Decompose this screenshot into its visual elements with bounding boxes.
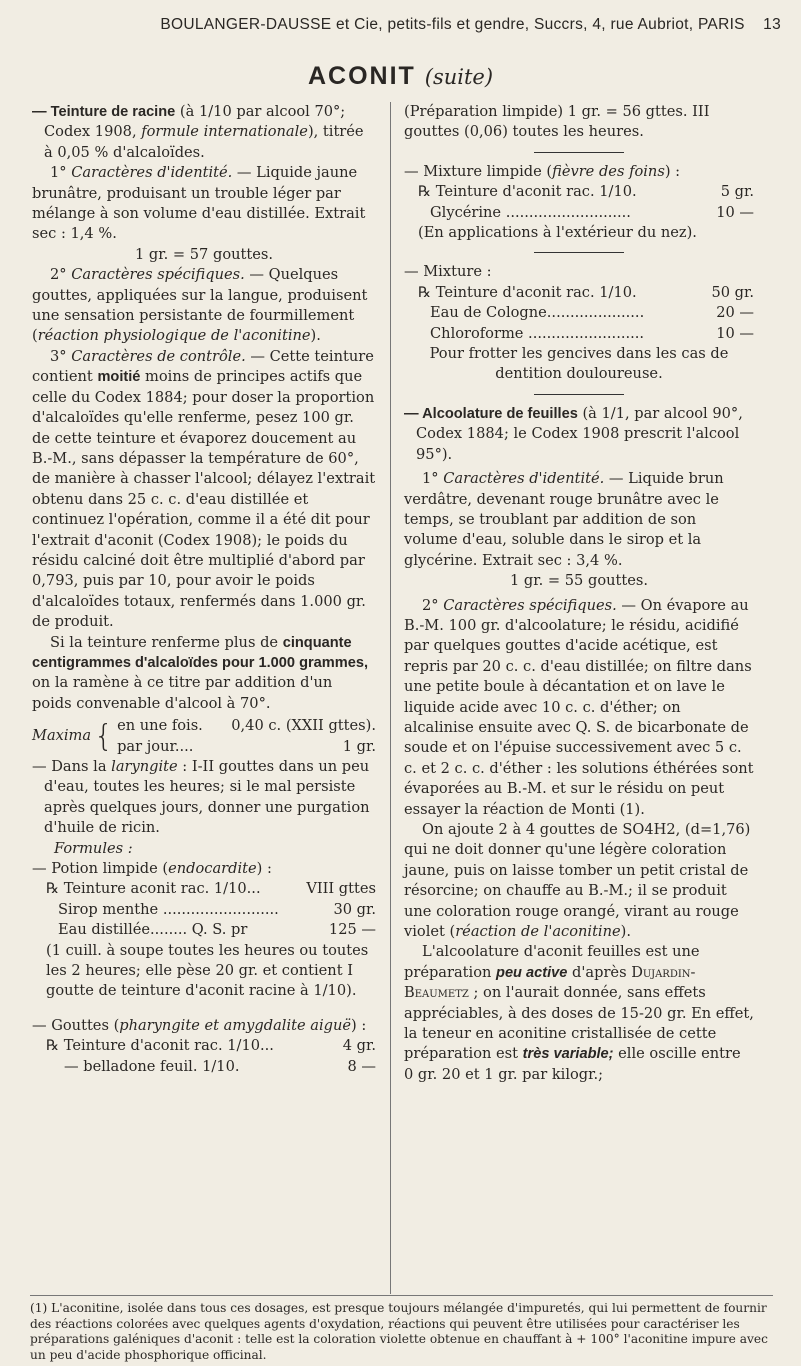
text: — Cette teinture contient xyxy=(32,347,374,386)
formula-row xyxy=(404,203,754,223)
text: ) : xyxy=(664,162,681,180)
control-paragraph xyxy=(32,347,376,633)
text-italic: fièvre des foins xyxy=(552,162,665,180)
text-italic: pharyngite et amygdalite aiguë xyxy=(119,1016,352,1034)
text: — On évapore au B.-M. 100 gr. d'alcoolature; le résidu, acidifié par quelques gouttes d'acide acétique, est repris par 20 c. c. d'eau distillée; on filtre dans une petite boule à décantation et on lave le liquide acide avec 10 c. c. d'éther; on alcalinise ensuite avec Q. S. de bicarbonate de soude et on l'épuise successivement avec 5 c. c. et 2 c. c. d'éther : les solutions éthérées sont évaporées au B.-M. et sur le résidu on peut essayer la réaction de Monti (1). xyxy=(404,596,754,818)
text: (à 1/10 par alcool 70°; Codex 1908, xyxy=(44,103,346,141)
text: en une fois. xyxy=(117,717,203,735)
text-italic: peu active xyxy=(496,964,568,981)
specific-paragraph xyxy=(32,265,376,347)
text: par jour.... xyxy=(117,737,194,755)
text: Si la teinture renferme plus de xyxy=(50,633,283,651)
quantity: 8 — xyxy=(347,1057,376,1075)
text: (à 1/1, par alcool 90°, Codex 1884; le Codex 1908 prescrit l'alcool 95°). xyxy=(416,404,743,463)
quantity: VIII gttes xyxy=(306,880,376,898)
formula-row xyxy=(404,324,754,344)
separator xyxy=(534,394,624,395)
ingredient: ℞ Teinture d'aconit rac. 1/10. xyxy=(418,283,637,301)
text: moins de principes actifs que celle du Codex 1884; pour doser la proportion d'alcaloïdes qu'elle renferme, pesez 100 gr. de cette teinture et évaporez doucement au B.-M., sans dépasser la température de 60°, de manière à chasser l'alcool; délayez l'extrait obtenu dans 25 c. c. d'eau distillée et continuez l'opération, comme il a été dit pour l'extrait d'aconit (Codex 1908); le poids du résidu calciné doit être multiplié d'abord par 0,793, puis par 10, pour avoir le poids d'alcaloïdes totaux, renfermés dans 1.000 gr. de produit. xyxy=(32,368,376,631)
text: L'alcoolature d'aconit feuilles est une préparation xyxy=(404,943,700,981)
identity-paragraph xyxy=(404,469,754,571)
ingredient: ℞ Teinture aconit rac. 1/10... xyxy=(46,880,261,898)
subheading: Caractères spécifiques. xyxy=(71,266,245,284)
brace-icon: { xyxy=(94,718,114,754)
text-italic: réaction de l'aconitine xyxy=(455,923,621,941)
formula-row xyxy=(32,879,376,899)
footnote: (1) L'aconitine, isolée dans tous ces dosages, est presque toujours mélangée d'impuretés, qui lui permettent de fournir des réactions colorées avec quelques agents d'oxydation, réactions qui peuvent être utilisées pour caractériser les préparations galéniques d'aconit : telle est la coloration violette obtenue en chauffant à + 100° l'aconitine impure avec un peu d'acide phosphorique officinal. xyxy=(30,1301,768,1362)
quantity: 30 gr. xyxy=(333,900,376,918)
reaction-paragraph xyxy=(404,820,754,942)
text: — Potion limpide ( xyxy=(32,860,169,878)
formula-row xyxy=(32,900,376,920)
text: d'après xyxy=(567,963,632,981)
maxima-label: Maxima xyxy=(32,727,92,745)
formula-row xyxy=(32,1036,376,1056)
preparation-note: (Préparation limpide) 1 gr. = 56 gttes. III gouttes (0,06) toutes les heures. xyxy=(404,103,710,141)
text: ), titrée à 0,05 % d'alcaloïdes. xyxy=(44,123,364,161)
mixture2-note: Pour frotter les gencives dans les cas de dentition douloureuse. xyxy=(429,345,729,383)
text-italic: laryngite xyxy=(111,758,178,775)
maxima-block xyxy=(32,716,376,757)
ingredient: — belladone feuil. 1/10. xyxy=(64,1057,240,1075)
text: ; on l'aurait donnée, sans effets appréciables, à des doses de 15-20 gr. En effet, la teneur en aconitine cristallisée de cette préparation est xyxy=(404,984,754,1063)
titration-paragraph xyxy=(32,633,376,715)
number: 3° xyxy=(50,347,72,365)
text: — Dans la xyxy=(32,758,112,775)
mixture2-heading: — Mixture : xyxy=(404,263,492,281)
text: — Liquide brun verdâtre, devenant rouge brunâtre avec le temps, se troublant par addition de son volume d'eau, soluble dans le sirop et la glycérine. Extrait sec : 3,4 %. xyxy=(404,470,724,569)
footnote-rule xyxy=(30,1295,773,1296)
text: — Liquide jaune brunâtre, produisant un trouble léger par mélange à son volume d'eau distillée. Extrait sec : 1,4 %. xyxy=(32,164,366,243)
quantity: 4 gr. xyxy=(342,1037,376,1055)
text-italic: endocardite xyxy=(168,860,257,878)
right-column xyxy=(404,102,754,1085)
author-name: Dujardin-Beaumetz xyxy=(404,963,696,1002)
potion-note: (1 cuill. à soupe toutes les heures ou toutes les 2 heures; elle pèse 20 gr. et contient I goutte de teinture d'aconit racine à 1/10). xyxy=(46,941,369,1000)
formula-row xyxy=(32,1057,376,1077)
ingredient: Glycérine ........................... xyxy=(430,203,631,221)
text: : I-II gouttes dans un peu d'eau, toutes les heures; si le mal persiste après quelques jours, donner une purgation d'huile de ricin. xyxy=(44,758,370,837)
publisher-line: BOULANGER-DAUSSE et Cie, petits-fils et gendre, Succrs, 4, rue Aubriot, PARIS xyxy=(160,16,745,33)
maxima-row xyxy=(117,737,376,757)
quantity: 50 gr. xyxy=(711,283,754,301)
ingredient: Sirop menthe ......................... xyxy=(58,900,279,918)
quantity: 10 — xyxy=(716,203,754,221)
separator xyxy=(534,152,624,153)
subheading: Caractères de contrôle. xyxy=(71,347,246,365)
left-column xyxy=(32,102,376,1077)
number: 1° xyxy=(50,164,72,182)
alcoolature-paragraph xyxy=(404,404,754,465)
text-italic: réaction physiologique de l'aconitine xyxy=(37,327,311,345)
mixture1-note: (En applications à l'extérieur du nez). xyxy=(418,224,697,242)
laryngite-paragraph xyxy=(32,757,376,839)
text: ) : xyxy=(351,1016,367,1034)
value: 0,40 c. (XXII gttes). xyxy=(231,717,376,735)
ingredient: Eau de Cologne..................... xyxy=(430,304,645,322)
text: — Mixture limpide ( xyxy=(404,162,553,180)
value: 1 gr. xyxy=(342,737,376,755)
maxima-row xyxy=(117,716,376,736)
mixture1-heading xyxy=(404,162,754,182)
quantity: 125 — xyxy=(328,921,376,939)
number: 2° xyxy=(422,596,444,614)
text: — Gouttes ( xyxy=(32,1016,120,1034)
formula-row xyxy=(32,920,376,940)
running-header xyxy=(22,16,781,34)
text: elle oscille entre 0 gr. 20 et 1 gr. par kilogr.; xyxy=(404,1045,741,1083)
identity-paragraph xyxy=(32,163,376,245)
ingredient: ℞ Teinture d'aconit rac. 1/10... xyxy=(46,1037,274,1055)
text-bold: moitié xyxy=(97,369,141,386)
text: ) : xyxy=(256,860,272,878)
gouttes-heading xyxy=(32,1016,376,1036)
text-bold: cinquante centigrammes d'alcaloïdes pour 1.000 grammes, xyxy=(32,634,369,671)
subheading: Caractères spécifiques. xyxy=(443,596,617,614)
page-number: 13 xyxy=(763,16,781,33)
text-italic: formule internationale xyxy=(141,123,308,141)
formules-heading: Formules : xyxy=(54,839,133,857)
alcoolature-heading: — Alcoolature de feuilles xyxy=(404,405,578,422)
subheading: Caractères d'identité. xyxy=(443,470,605,488)
ingredient: Eau distillée........ Q. S. pr xyxy=(58,921,248,939)
text: ). xyxy=(310,327,321,345)
separator xyxy=(534,252,624,253)
formula-row xyxy=(404,303,754,323)
subheading: Caractères d'identité. xyxy=(71,164,233,182)
quantity: 10 — xyxy=(716,324,754,342)
text: ). xyxy=(620,923,631,941)
quantity: 5 gr. xyxy=(720,183,754,201)
number: 2° xyxy=(50,266,72,284)
text-italic: très variable; xyxy=(522,1046,614,1063)
title-suite: (suite) xyxy=(424,65,494,89)
number: 1° xyxy=(422,470,444,488)
text: on la ramène à ce titre par addition d'un poids convenable d'alcool à 70°. xyxy=(32,674,333,712)
ingredient: ℞ Teinture d'aconit rac. 1/10. xyxy=(418,183,637,201)
drops-equivalence: 1 gr. = 55 gouttes. xyxy=(509,572,648,590)
teinture-heading: — Teinture de racine xyxy=(32,104,176,120)
drops-equivalence: 1 gr. = 57 gouttes. xyxy=(134,245,273,263)
specific-paragraph xyxy=(404,596,754,820)
column-divider xyxy=(390,102,391,1294)
formula-row xyxy=(404,283,754,303)
ingredient: Chloroforme ......................... xyxy=(430,324,645,342)
quantity: 20 — xyxy=(716,304,754,322)
page-title xyxy=(0,62,801,91)
potion-heading xyxy=(32,859,376,879)
activity-paragraph xyxy=(404,942,754,1085)
text: — Quelques gouttes, appliquées sur la langue, produisent une sensation persistante de fourmillement ( xyxy=(32,266,368,345)
teinture-paragraph xyxy=(32,102,376,163)
formula-row xyxy=(404,182,754,202)
text: On ajoute 2 à 4 gouttes de SO4H2, (d=1,76) qui ne doit donner qu'une légère coloration jaune, puis on laisse tomber un petit cristal de résorcine; on chauffe au B.-M.; il se produit une coloration rouge orangé, virant au rouge violet ( xyxy=(404,821,751,941)
title-main: ACONIT xyxy=(307,62,416,90)
